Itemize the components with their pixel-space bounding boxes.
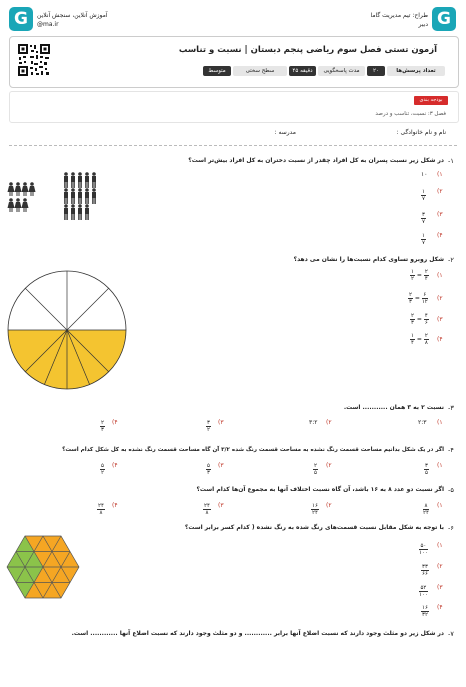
option-number: (۳	[218, 502, 224, 509]
chapter-text: فصل ۳: نسبت، تناسب و درصد	[375, 111, 446, 117]
option-number: (۲	[326, 462, 332, 469]
budget-box	[9, 91, 459, 123]
question-text: اگر در یک شکل بدانیم مساحت قسمت رنگ نشده به مساحت قسمت رنگ شده ۳/۲ آن گاه مساحت قسمت رنگ نشده به کل شکل کدام است؟	[62, 447, 444, 453]
pie-figure	[6, 269, 128, 391]
option-value[interactable]: $\frac{۳}{۲}$	[207, 420, 210, 433]
left-brand-url[interactable]: @ma.ir	[37, 21, 59, 28]
option-number: (۳	[218, 462, 224, 469]
option-value[interactable]: $\frac{۸}{۲۴}$	[423, 503, 429, 516]
duration-value: ۴۵ دقیقه	[289, 66, 316, 76]
option-value[interactable]: $\frac{۱۶}{۳۲}$	[422, 605, 428, 618]
option-value[interactable]: $\frac{۲}{۵}$	[314, 463, 317, 476]
qr-code-icon	[17, 43, 51, 77]
option-number: (۳	[437, 584, 443, 591]
student-name-label: نام و نام خانوادگی :	[396, 129, 446, 136]
hexagon-figure	[5, 533, 81, 601]
option-value[interactable]: $\frac{۵}{۲}$	[101, 463, 104, 476]
question-number: -۲	[448, 256, 454, 264]
option-number: (۲	[326, 502, 332, 509]
question-text: اگر نسبت دو عدد ۸ به ۱۶ باشد، آن گاه نسبت اختلاف آنها به مجموع آن‌ها کدام است؟	[196, 486, 444, 493]
option-value[interactable]: $\frac{۳}{۷}$	[422, 212, 425, 225]
option-number: (۲	[437, 563, 443, 570]
brand-logo-left: G	[9, 7, 33, 31]
budget-tag: بودجه بندی	[414, 96, 448, 105]
question-text: در شکل زیر نسبت پسران به کل افراد چقدر از نسبت دختران به کل افراد بیش‌تر است؟	[188, 157, 444, 164]
left-brand-text: آموزش آنلاین، سنجش آنلاین	[37, 12, 108, 19]
right-brand-sub: دبیر	[418, 21, 428, 28]
option-number: (۴	[437, 604, 443, 611]
option-value[interactable]: ۲:۳	[418, 419, 427, 426]
option-number: (۴	[112, 419, 118, 426]
question-number: -۷	[448, 630, 454, 638]
question-number: -۴	[448, 446, 454, 454]
option-number: (۴	[437, 232, 443, 239]
option-number: (۴	[112, 502, 118, 509]
right-brand-text: طراح: تیم مدیریت گاما	[370, 12, 428, 19]
option-number: (۴	[112, 462, 118, 469]
exam-title: آزمون تستی فصل سوم ریاضی پنجم دبستان | نسبت و تناسب	[178, 45, 437, 55]
option-value[interactable]: $\frac{۱۶}{۲۴}$	[312, 503, 318, 516]
duration-label: مدت پاسخگویی	[318, 66, 365, 76]
people-figure	[6, 172, 101, 220]
option-number: (۱	[437, 419, 443, 426]
option-value[interactable]: $\frac{۲۴}{۸}$	[98, 503, 104, 516]
option-number: (۲	[437, 188, 443, 195]
option-number: (۳	[437, 316, 443, 323]
option-number: (۳	[218, 419, 224, 426]
option-value[interactable]: $\frac{۱}{۲}$ = $\frac{۲}{۴}$	[411, 269, 428, 282]
option-value[interactable]: $\frac{۲۴}{۸}$	[204, 503, 210, 516]
question-number: -۳	[448, 404, 454, 412]
option-value[interactable]: $\frac{۲}{۳}$	[101, 420, 104, 433]
question-text: با توجه به شکل مقابل نسبت قسمت‌های رنگ شده به رنگ نشده ( کدام کسر برابر است؟	[184, 524, 444, 531]
option-value[interactable]: $\frac{۵۰}{۱۰۰}$	[419, 543, 428, 556]
difficulty-label: سطح سختی	[233, 66, 287, 76]
option-value[interactable]: $\frac{۱}{۷}$	[422, 189, 425, 202]
option-value[interactable]: $\frac{۵۲}{۱۰۰}$	[419, 585, 428, 598]
question-number: -۵	[448, 486, 454, 494]
option-value[interactable]: $\frac{۲}{۳}$ = $\frac{۴}{۶}$	[411, 313, 428, 326]
question-text: شکل روبرو تساوی کدام نسبت‌ها را نشان می دهد؟	[293, 256, 444, 263]
school-label: مدرسه :	[274, 129, 296, 136]
option-number: (۱	[437, 542, 443, 549]
question-count-value: ۲۰	[367, 66, 385, 76]
option-number: (۲	[437, 295, 443, 302]
option-value[interactable]: $\frac{۵}{۳}$	[207, 463, 210, 476]
option-value[interactable]: $\frac{۱}{۴}$ = $\frac{۲}{۸}$	[411, 333, 428, 346]
brand-logo-right: G	[432, 7, 456, 31]
option-number: (۱	[437, 502, 443, 509]
option-value[interactable]: $\frac{۳۳}{۶۶}$	[422, 564, 428, 577]
question-text: در شکل زیر دو مثلث وجود دارند که نسبت اضلاع آنها برابر ............ و دو مثلث وجود دارند که نسبت اضلاع آنها ............ است.	[71, 630, 444, 637]
exam-header-box	[9, 36, 459, 88]
option-value[interactable]: $\frac{۳}{۵}$	[425, 463, 428, 476]
option-number: (۱	[437, 171, 443, 178]
option-number: (۱	[437, 462, 443, 469]
option-value[interactable]: ۳:۲	[309, 419, 318, 426]
question-number: -۱	[448, 157, 454, 165]
divider	[9, 145, 457, 146]
difficulty-value: متوسط	[203, 66, 231, 76]
option-number: (۲	[326, 419, 332, 426]
option-value[interactable]: $\frac{۲}{۳}$ = $\frac{۶}{۱۲}$	[409, 292, 428, 305]
option-value[interactable]: $\frac{۱}{۷}$	[422, 233, 425, 246]
question-count-label: تعداد پرسش‌ها	[387, 66, 445, 76]
option-number: (۴	[437, 336, 443, 343]
option-number: (۱	[437, 272, 443, 279]
question-number: -۶	[448, 524, 454, 532]
option-number: (۳	[437, 211, 443, 218]
question-text: نسبت ۲ به ۳ همان ........... است.	[343, 404, 444, 411]
option-value[interactable]: ۱۰	[421, 171, 428, 178]
